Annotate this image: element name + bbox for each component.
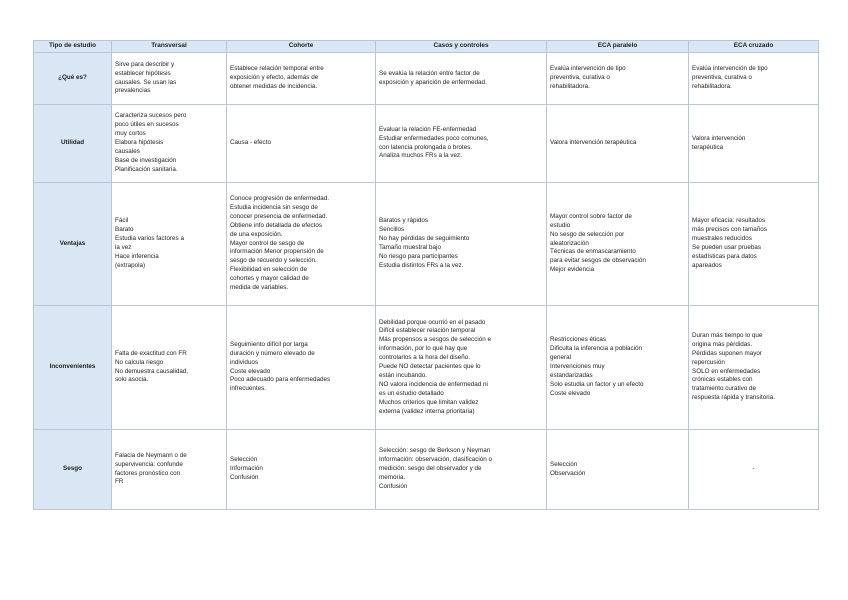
- cell-line: solo asocia.: [115, 376, 149, 384]
- table-row: [34, 105, 819, 183]
- cell-line: Selección: [230, 456, 258, 464]
- table-cell: [376, 53, 547, 105]
- cell-line: Debilidad porque ocurrió en el pasado: [379, 318, 486, 326]
- cell-line: están incubando.: [379, 371, 427, 379]
- cell-line: Selección: sesgo de Berkson y Neyman: [379, 447, 491, 455]
- cell-line: medición: sesgo del observador y de: [379, 465, 482, 473]
- cell-line: No riesgo para participantes: [379, 252, 458, 260]
- cell-line: información Menor propensión de: [230, 248, 324, 256]
- table-cell: [547, 183, 689, 306]
- header-casos-y-controles: Casos y controles: [376, 41, 547, 53]
- cell-line: Elabora hipótesis: [115, 139, 164, 147]
- study-types-table: [33, 40, 819, 510]
- cell-line: Estudia incidencia sin sesgo de: [230, 203, 318, 211]
- table-body: [34, 53, 819, 510]
- cell-line: causales. Se usan las: [115, 78, 177, 86]
- cell-line: No calcula riesgo: [115, 358, 164, 366]
- row-label: ¿Qué es?: [34, 53, 112, 105]
- table-cell: [112, 53, 227, 105]
- row-label: Inconvenientes: [34, 306, 112, 430]
- cell-line: Mayor control sobre factor de: [550, 212, 632, 220]
- cell-line: rehabilitadora.: [550, 82, 590, 90]
- cell-line: muy cortos: [115, 130, 146, 138]
- cell-line: No demuestra causalidad,: [115, 367, 189, 375]
- cell-line: infrecuentes.: [230, 385, 267, 393]
- cell-line: Poco adecuado para enfermedades: [230, 376, 331, 384]
- header-row: [34, 41, 819, 53]
- cell-line: preventiva, curativa o: [692, 74, 752, 82]
- cell-line: la vez: [115, 244, 132, 251]
- table-cell: [689, 183, 819, 306]
- cell-line: Base de investigación: [115, 156, 177, 164]
- header-cohorte: Cohorte: [227, 41, 376, 53]
- table-cell: [376, 183, 547, 306]
- cell-line: Establece relación temporal entre: [230, 65, 324, 73]
- header-tipo-de-estudio: Tipo de estudio: [34, 41, 112, 53]
- cell-line: Mayor eficacia: resultados: [692, 217, 766, 225]
- cell-line: Difícil establecer relación temporal: [379, 327, 476, 335]
- table-cell: [227, 105, 376, 183]
- cell-line: Seguimiento difícil por larga: [230, 340, 308, 348]
- cell-line: Estudia varios factores a: [115, 235, 184, 243]
- cell-line: Analiza muchos FRs a la vez.: [379, 152, 462, 160]
- cell-line: Estudiar enfermedades poco comunes,: [379, 134, 489, 142]
- cell-line: (extrapola): [115, 261, 146, 269]
- cell-line: Falta de exactitud con FR: [115, 349, 187, 357]
- cell-line: Estudia distintos FRs a la vez.: [379, 261, 464, 269]
- cell-line: Conoce progresión de enfermedad.: [230, 195, 330, 203]
- cell-line: apareados: [692, 261, 722, 269]
- cell-line: individuos: [230, 358, 259, 366]
- table-row: [34, 53, 819, 105]
- cell-line: NO valora incidencia de enfermedad ni: [379, 380, 488, 388]
- cell-line: prevalencias: [115, 87, 151, 95]
- cell-line: repercusión: [692, 358, 725, 366]
- cell-line: Información: [230, 465, 263, 473]
- cell-line: No hay pérdidas de seguimiento: [379, 235, 470, 243]
- cell-line: Muchos criterios que limitan validez: [379, 398, 479, 406]
- cell-line: Baratos y rápidos: [379, 217, 429, 225]
- cell-line: Obtiene info detallada de efectos: [230, 221, 323, 229]
- cell-line: estandarizadas: [550, 371, 593, 379]
- cell-line: Coste elevado: [230, 367, 271, 375]
- cell-line: Selección: [550, 460, 578, 468]
- cell-line: respuesta rápida y transitoria.: [692, 394, 775, 402]
- cell-line: duración y número elevado de: [230, 349, 315, 357]
- row-label: Utilidad: [34, 105, 112, 183]
- table-row: [34, 306, 819, 430]
- cell-line: Se evalúa la relación entre factor de: [379, 69, 480, 77]
- table-row: [34, 183, 819, 306]
- cell-line: Mejor evidencia: [550, 266, 595, 274]
- cell-line: Falacia de Neymann o de: [115, 451, 187, 459]
- cell-line: información, por lo que hay que: [379, 345, 468, 353]
- cell-line: conocer presencia de enfermedad.: [230, 212, 328, 220]
- cell-line: más precisos con tamaños: [692, 226, 767, 234]
- cell-line: Puede NO detectar pacientes que lo: [379, 363, 481, 371]
- table-cell: [376, 105, 547, 183]
- cell-line: estadísticas para datos: [692, 252, 757, 260]
- table-cell: [547, 430, 689, 510]
- cell-line: sesgo de recuerdo y selección.: [230, 257, 317, 265]
- cell-line: Causa - efecto: [230, 139, 271, 147]
- table-cell: [689, 306, 819, 430]
- cell-line: Dificulta la inferencia a población: [550, 345, 643, 353]
- table-cell: [112, 430, 227, 510]
- cell-line: Intervenciones muy: [550, 363, 605, 371]
- cell-line: controlarlos a la hora del diseño.: [379, 354, 471, 362]
- cell-line: estudio: [550, 221, 571, 229]
- cell-line: de una exposición.: [230, 230, 283, 238]
- cell-line: Tamaño muestral bajo: [379, 244, 441, 251]
- cell-line: Pérdidas suponen mayor: [692, 349, 763, 357]
- cell-line: Valora intervención terapéutica: [550, 139, 637, 147]
- cell-line: Evalúa intervención de tipo: [692, 65, 768, 73]
- table-cell: [112, 105, 227, 183]
- cell-line: para evitar sesgos de observación: [550, 257, 646, 265]
- cell-line: exposición y efecto, además de: [230, 74, 319, 82]
- cell-line: Observación: [550, 469, 586, 477]
- cell-line: Más propensos a sesgos de selección e: [379, 336, 492, 344]
- cell-line: externa (validez interna prioritaria): [379, 407, 475, 415]
- cell-line: Caracteriza sucesos pero: [115, 112, 187, 120]
- cell-line: Coste elevado: [550, 389, 591, 397]
- cell-line: Restricciones éticas: [550, 336, 606, 344]
- cell-line: Valora intervención: [692, 134, 746, 142]
- cell-line: -: [752, 465, 755, 473]
- cell-line: muestrales reducidos: [692, 235, 752, 243]
- table-cell: [547, 105, 689, 183]
- cell-line: establecer hipótesis: [115, 69, 171, 77]
- cell-line: Sencillos: [379, 226, 405, 234]
- table-cell: [689, 53, 819, 105]
- header-transversal: Transversal: [112, 41, 227, 53]
- cell-line: cohortes y mayor calidad de: [230, 275, 309, 283]
- table-cell: [112, 183, 227, 306]
- table-cell: [376, 306, 547, 430]
- cell-line: es un estudio detallado: [379, 389, 444, 397]
- cell-line: Flexibilidad en selección de: [230, 266, 308, 274]
- cell-line: factores pronóstico con: [115, 469, 181, 477]
- cell-line: crónicas estables con: [692, 376, 753, 384]
- cell-line: poco útiles en sucesos: [115, 121, 179, 129]
- cell-line: general: [550, 354, 572, 362]
- cell-line: exposición y aparición de enfermedad.: [379, 78, 487, 86]
- row-label: Sesgo: [34, 430, 112, 510]
- cell-line: obtener medidas de incidencia.: [230, 82, 318, 90]
- cell-line: aleatorización: [550, 239, 589, 247]
- cell-line: memoria.: [379, 473, 406, 481]
- table-cell: [112, 306, 227, 430]
- cell-line: FR: [115, 478, 124, 486]
- row-label: Ventajas: [34, 183, 112, 306]
- cell-line: Se pueden usar pruebas: [692, 244, 761, 251]
- cell-line: medida de variables.: [230, 284, 289, 292]
- cell-line: con latencia prolongada o brotes.: [379, 143, 473, 151]
- table-cell: [689, 430, 819, 510]
- table-cell: [227, 53, 376, 105]
- cell-line: Hace inferencia: [115, 252, 159, 260]
- cell-line: supervivencia: confunde: [115, 460, 183, 468]
- table-cell: [689, 105, 819, 183]
- cell-line: Confusión: [230, 473, 259, 481]
- cell-line: causales: [115, 147, 140, 155]
- cell-line: Mayor control de sesgo de: [230, 239, 305, 247]
- cell-line: Fácil: [115, 217, 129, 225]
- table-cell: [227, 430, 376, 510]
- cell-line: preventiva, curativa o: [550, 74, 610, 82]
- cell-line: Solo estudia un factor y un efecto: [550, 380, 644, 388]
- table-row: [34, 430, 819, 510]
- cell-line: Técnicas de enmascaramiento: [550, 248, 636, 256]
- table-cell: [376, 430, 547, 510]
- cell-line: rehabilitadora.: [692, 82, 732, 90]
- cell-line: Duran más tiempo lo que: [692, 331, 763, 339]
- cell-line: Evaluar la relación FE-enfermedad: [379, 125, 477, 133]
- cell-line: tratamiento curativo de: [692, 385, 757, 393]
- cell-line: Información: observación, clasificación o: [379, 456, 493, 464]
- cell-line: origina más pérdidas.: [692, 340, 753, 348]
- cell-line: SOLO en enfermedades: [692, 367, 761, 375]
- cell-line: Evalúa intervención de tipo: [550, 65, 626, 73]
- cell-line: Confusión: [379, 482, 408, 490]
- header-eca-cruzado: ECA cruzado: [689, 41, 819, 53]
- table-cell: [547, 306, 689, 430]
- table-cell: [227, 183, 376, 306]
- cell-line: terapéutica: [692, 143, 724, 151]
- header-eca-paralelo: ECA paralelo: [547, 41, 689, 53]
- cell-line: No sesgo de selección por: [550, 230, 625, 238]
- cell-line: Planificación sanitaria.: [115, 165, 178, 173]
- table-cell: [227, 306, 376, 430]
- cell-line: Sirve para describir y: [115, 60, 175, 68]
- table-cell: [547, 53, 689, 105]
- cell-line: Barato: [115, 226, 134, 234]
